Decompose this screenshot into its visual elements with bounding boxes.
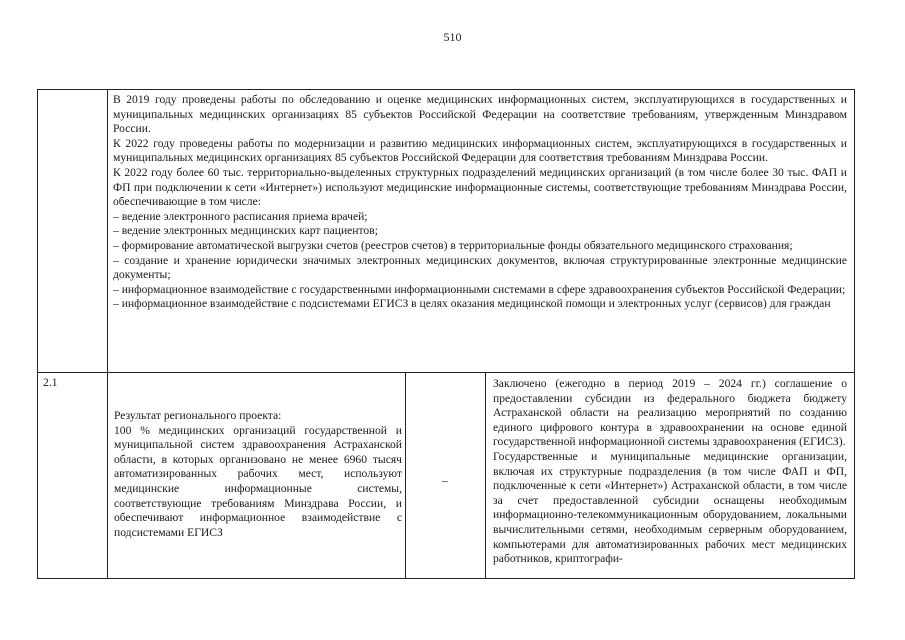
outcome-paragraph: Государственные и муниципальные медицинские организации, включая их структурные подразделения (в том числе ФАП и ФП, подключенные к сети «Интернет») Астраханской области, в том числе за счет предоставленной субсидии оснащены необходимым информационно-телекоммуникационным оборудованием, локальными вычислительными сетями, необходимым серверным оборудованием, компьютерами для автоматизированных рабочих мест медицинских работников, криптографи-	[493, 449, 847, 566]
table-right-border	[854, 89, 855, 579]
intro-list-item: – формирование автоматической выгрузки счетов (реестров счетов) в территориальные фонды обязательного медицинского страхования;	[113, 238, 793, 252]
intro-list-item: – создание и хранение юридически значимых электронных медицинских документов, включая структурированные электронные медицинские документы;	[113, 253, 847, 282]
intro-cell	[113, 93, 847, 312]
page-number: 510	[443, 30, 462, 44]
intro-paragraph: В 2019 году проведены работы по обследованию и оценке медицинских информационных систем, эксплуатирующихся в государственных и муниципальных медицинских организациях 85 субъектов Российской Федерации на соответствие требованиям, утвержденным Минздравом России.	[113, 93, 847, 136]
middle-cell-value: –	[442, 474, 448, 487]
table-bottom-border	[37, 578, 855, 579]
intro-paragraph: К 2022 году более 60 тыс. территориально-выделенных структурных подразделений медицинских организаций (в том числе более 30 тыс. ФАП и ФП при подключении к сети «Интернет») используют медицинские информационные системы, соответствующие требованиям Минздрава России, обеспечивающие в том числе:	[113, 165, 847, 209]
intro-list-item: – информационное взаимодействие с подсистемами ЕГИСЗ в целях оказания медицинской помощи и электронных услуг (сервисов) для граждан	[113, 297, 831, 311]
table-left-border	[37, 89, 38, 579]
outcome-paragraph: Заключено (ежегодно в период 2019 – 2024 гг.) соглашение о предоставлении субсидии из федерального бюджета бюджету Астраханской области на реализацию мероприятий по созданию единого цифрового контура в здравоохранении на основе единой государственной информационной системы здравоохранения (ЕГИСЗ).	[493, 377, 847, 449]
result-cell	[114, 409, 402, 540]
table-number-column-divider	[107, 89, 108, 579]
result-text: 100 % медицинских организаций государственной и муниципальной систем здравоохранения Астраханской области, в которых организовано не менее 6960 тысяч автоматизированных рабочих мест, используют медицинские информационные системы, соответствующие требованиям Минздрава России, и обеспечивают информационное взаимодействие с подсистемами ЕГИСЗ	[114, 423, 402, 539]
table-middle-column-divider-right	[485, 372, 486, 579]
intro-list-item: – ведение электронных медицинских карт пациентов;	[113, 224, 378, 238]
intro-list-item: – информационное взаимодействие с государственными информационными системами в сфере здравоохранения субъектов Российской Федерации;	[113, 282, 846, 296]
document-table	[37, 89, 855, 579]
outcome-cell	[493, 377, 847, 567]
intro-list-item: – ведение электронного расписания приема врачей;	[113, 209, 368, 223]
table-row-divider	[37, 372, 855, 373]
intro-paragraph: К 2022 году проведены работы по модернизации и развитию медицинских информационных систем, эксплуатирующихся в государственных и муниципальных медицинских организациях 85 субъектов Российской Федерации для соответствия требованиям Минздрава России.	[113, 136, 847, 165]
row-number: 2.1	[43, 376, 58, 389]
result-heading: Результат регионального проекта:	[114, 409, 282, 422]
table-top-border	[37, 89, 855, 90]
